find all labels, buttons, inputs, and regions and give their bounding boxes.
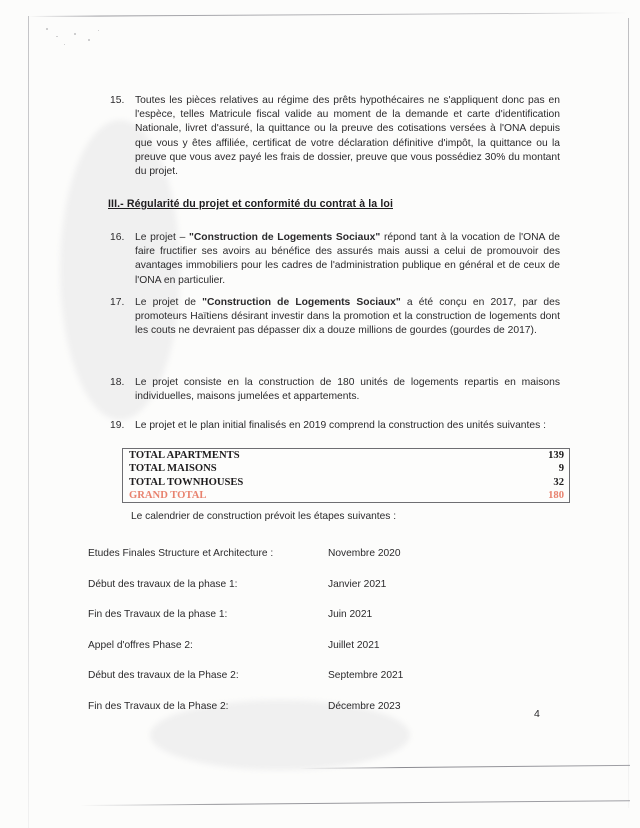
schedule-row bbox=[88, 640, 508, 671]
paragraph-text: Le projet consiste en la construction de 180 unités de logements repartis en maisons individuelles, maisons jumelées et appartements. bbox=[135, 377, 560, 403]
schedule-value: Décembre 2023 bbox=[328, 700, 401, 712]
scan-speck bbox=[74, 33, 76, 35]
schedule-row bbox=[88, 701, 508, 732]
table-row bbox=[123, 449, 569, 462]
schedule-label: Appel d'offres Phase 2: bbox=[88, 639, 193, 651]
paragraph-19 bbox=[110, 419, 560, 433]
schedule-label: Début des travaux de la phase 1: bbox=[88, 578, 238, 590]
paragraph-number: 17. bbox=[110, 297, 125, 308]
schedule-value: Juin 2021 bbox=[328, 609, 373, 620]
paragraph-17 bbox=[110, 296, 560, 339]
schedule-value: Septembre 2021 bbox=[328, 670, 404, 681]
paragraph-text: Toutes les pièces relatives au régime des prêts hypothécaires ne s'appliquent donc pas en l'espèce, telles Matricule fiscal valide au moment de la demande et carte d'identification Nationale, livret d'assuré, la quittance ou la preuve des cotisations versées à l'ONA depuis que vous y êtes affiliée, certificat de votre déclaration définitive d'impôt, la quittance ou la preuve que vous avez payé les frais de dossier, preuve que vous possédiez 30% du montant du projet. bbox=[135, 95, 560, 178]
schedule-value: Janvier 2021 bbox=[328, 578, 387, 590]
paragraph-number: 16. bbox=[110, 232, 125, 243]
paragraph-18 bbox=[110, 376, 560, 404]
scan-speck bbox=[98, 30, 99, 31]
paragraph-text bbox=[135, 231, 560, 288]
scan-speck bbox=[56, 36, 58, 37]
scan-artifact-right-edge bbox=[628, 18, 629, 808]
schedule-row bbox=[88, 548, 508, 579]
project-name-quoted: "Construction de Logements Sociaux" bbox=[202, 297, 401, 308]
schedule-label: Etudes Finales Structure et Architecture : bbox=[88, 548, 274, 559]
scan-speck bbox=[46, 28, 48, 30]
paragraph-number: 15. bbox=[110, 95, 125, 106]
schedule-row bbox=[88, 579, 508, 610]
schedule-label: Fin des Travaux de la Phase 2: bbox=[88, 700, 229, 712]
construction-schedule bbox=[88, 548, 508, 731]
project-name-quoted: "Construction de Logements Sociaux" bbox=[188, 232, 381, 243]
table-cell-label: TOTAL TOWNHOUSES bbox=[129, 476, 244, 488]
table-row bbox=[123, 462, 569, 475]
table-cell-value: 139 bbox=[548, 450, 564, 461]
paragraph-text-after: a été conçu en 2017, par des promoteurs Haïtiens désirant investir dans la promotion et la construction de logements dont les couts ne devraient pas dépasser dix a douze millions de gourdes (gourdes de 2017). bbox=[135, 297, 560, 337]
table-cell-value: 32 bbox=[553, 476, 564, 488]
paragraph-text: Le projet et le plan initial finalisés en 2019 comprend la construction des unités suivantes : bbox=[135, 420, 546, 431]
paragraph-15 bbox=[110, 94, 560, 179]
schedule-row bbox=[88, 670, 508, 701]
paragraph-16 bbox=[110, 231, 560, 288]
scan-artifact-top-line bbox=[28, 12, 628, 17]
scan-artifact-bottom-line-2 bbox=[80, 800, 630, 806]
scan-speck bbox=[64, 44, 65, 45]
scan-artifact-bottom-line-1 bbox=[300, 765, 630, 769]
paragraph-number: 18. bbox=[110, 377, 125, 388]
table-cell-label: GRAND TOTAL bbox=[129, 489, 207, 501]
scan-speck bbox=[88, 39, 90, 41]
schedule-label: Début des travaux de la Phase 2: bbox=[88, 670, 239, 681]
schedule-value: Novembre 2020 bbox=[328, 548, 401, 559]
scan-artifact-left-edge bbox=[28, 16, 29, 828]
calendar-intro-text: Le calendrier de construction prévoit les étapes suivantes : bbox=[131, 511, 397, 522]
paragraph-text bbox=[135, 296, 560, 339]
page-number: 4 bbox=[534, 708, 540, 720]
paragraph-text-before: Le projet – bbox=[135, 232, 189, 243]
schedule-value: Juillet 2021 bbox=[328, 639, 380, 651]
table-row-grand-total bbox=[123, 489, 569, 502]
schedule-row bbox=[88, 609, 508, 640]
totals-table bbox=[122, 448, 570, 503]
table-cell-value: 9 bbox=[558, 463, 564, 475]
table-row bbox=[123, 476, 569, 489]
table-cell-value: 180 bbox=[548, 489, 564, 501]
table-cell-label: TOTAL MAISONS bbox=[129, 463, 217, 475]
schedule-label: Fin des Travaux de la phase 1: bbox=[88, 609, 228, 620]
table-cell-label: TOTAL APARTMENTS bbox=[129, 450, 240, 461]
paragraph-text-after: répond tant à la vocation de l'ONA de faire fructifier ses avoirs au bénéfice des assurés mais aussi a celui de promouvoir des avantages immobiliers pour les cadres de l'administration publique en général et de ceux de l'ONA en particulier. bbox=[135, 232, 560, 286]
paragraph-number: 19. bbox=[110, 420, 125, 431]
section-heading-iii: III.- Régularité du projet et conformité du contrat à la loi bbox=[108, 198, 393, 210]
paragraph-text-before: Le projet de bbox=[135, 297, 203, 308]
